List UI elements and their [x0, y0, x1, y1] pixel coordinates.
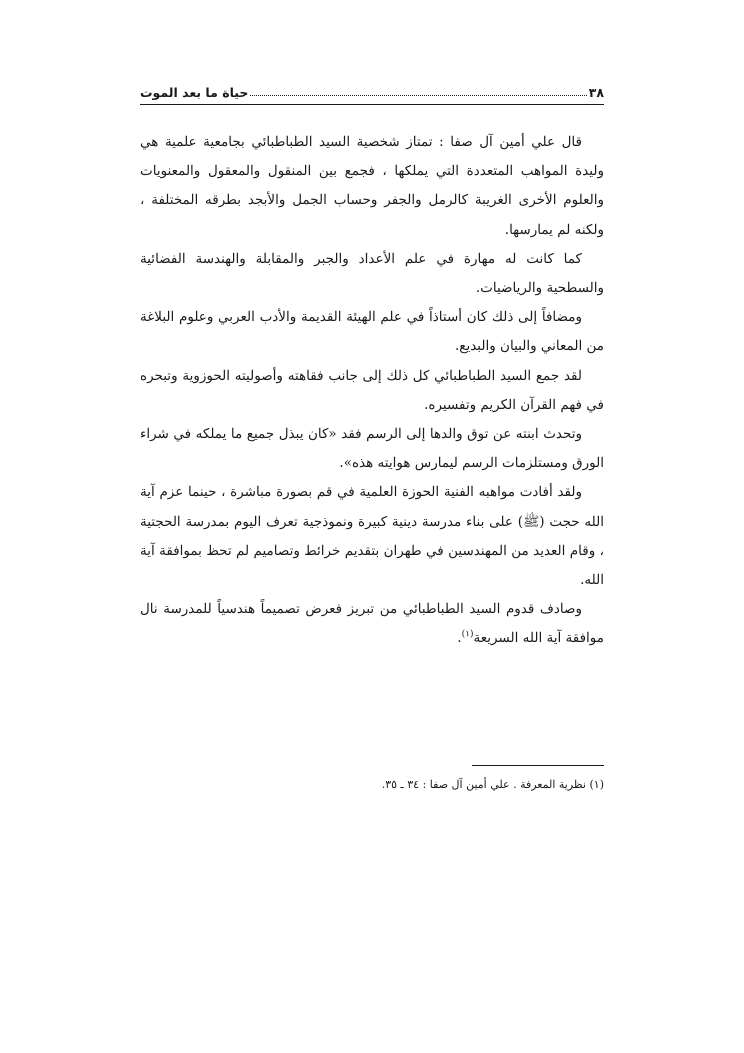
footnote-reference[interactable]: (١) — [461, 629, 474, 640]
paragraph-2: كما كانت له مهارة في علم الأعداد والجبر والمقابلة والهندسة الفضائية والسطحية والرياضيات. — [140, 250, 604, 297]
page-number: ٣٨ — [588, 85, 604, 100]
body-text — [140, 128, 604, 654]
footnote-rule — [472, 765, 604, 766]
page-header — [140, 80, 604, 100]
paragraph-7 — [140, 595, 604, 653]
paragraph-7-end: . — [457, 630, 462, 647]
paragraph-3: ومضافاً إلى ذلك كان أستاذاً في علم الهيئة القديمة والأدب العربي وعلوم البلاغة من المعاني والبيان والبديع. — [140, 309, 604, 355]
paragraph-1: قال علي أمين آل صفا : تمتاز شخصية السيد الطباطبائي بجامعية علمية هي وليدة المواهب المتعددة التي يملكها ، فجمع بين المنقول والمعقول والمعنويات والعلوم الأخرى الغريبة كالرمل والجفر وحساب الجمل والأبجد بطرقه المختلفة ، ولكنه لم يمارسها. — [140, 134, 604, 238]
paragraph-5: وتحدث ابنته عن توق والدها إلى الرسم فقد «كان يبذل جميع ما يملكه في شراء الورق ومستلزمات الرسم ليمارس هوايته هذه». — [140, 426, 604, 472]
paragraph-4: لقد جمع السيد الطباطبائي كل ذلك إلى جانب فقاهته وأصوليته الحوزوية وتبحره في فهم القرآن الكريم وتفسيره. — [140, 367, 604, 413]
footnote: (١) نظرية المعرفة . علي أمين آل صفا : ٣٤ ـ ٣٥. — [381, 778, 604, 791]
paragraph-6: ولقد أفادت مواهبه الفنية الحوزة العلمية في قم بصورة مباشرة ، حينما عزم آية الله حجت (ﷺ) على بناء مدرسة دينية كبيرة ونموذجية تعرف اليوم بمدرسة الحجتية ، وقام العديد من المهندسين في طهران بتقديم خرائط وتصاميم لم تحظ بموافقة آية الله. — [140, 484, 604, 589]
header-rule — [140, 104, 604, 105]
dot-leader — [250, 95, 586, 96]
paragraph-7-text: وصادف قدوم السيد الطباطبائي من تبريز فعرض تصميماً هندسياً للمدرسة نال موافقة آية الله السريعة — [140, 601, 604, 647]
running-title: حياة ما بعد الموت — [140, 85, 249, 100]
